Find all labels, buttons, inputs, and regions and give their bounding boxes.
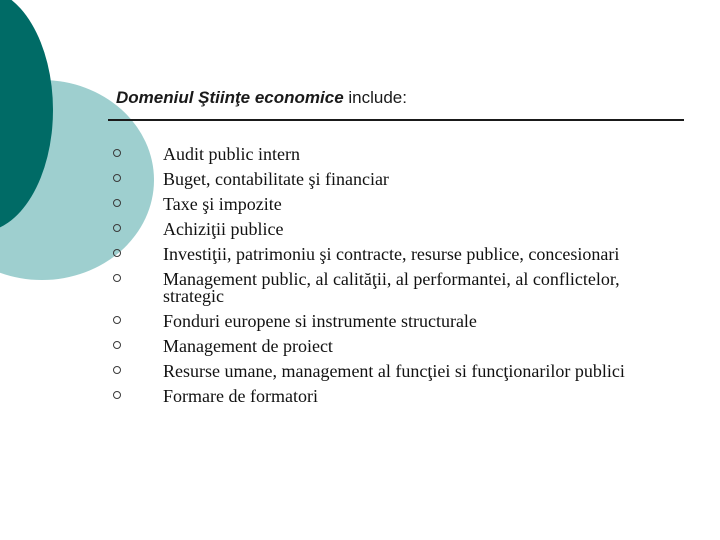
- bullet-icon: [113, 316, 121, 324]
- list-item-text: Achiziţii publice: [163, 219, 284, 239]
- title-underline: [108, 119, 684, 121]
- list-item-text: Resurse umane, management al funcţiei si funcţionarilor publici: [163, 360, 625, 381]
- list-item: [113, 146, 683, 163]
- list-item-text: Investiţii, patrimoniu şi contracte, resurse publice, concesionari: [163, 244, 620, 264]
- list-item: [113, 385, 683, 406]
- list-item-text: Taxe şi impozite: [163, 194, 282, 214]
- list-item: [113, 221, 683, 238]
- list-item-text: Buget, contabilitate şi financiar: [163, 169, 389, 189]
- bullet-icon: [113, 274, 121, 282]
- list-item-text: Audit public intern: [163, 144, 300, 164]
- bullet-icon: [113, 174, 121, 182]
- list-item: [113, 246, 683, 263]
- bullet-icon: [113, 341, 121, 349]
- list-item: [113, 310, 683, 331]
- bullet-list: [113, 146, 683, 413]
- list-item: [113, 271, 683, 304]
- list-item: [113, 335, 683, 356]
- list-item-text: Formare de formatori: [163, 385, 318, 406]
- bullet-icon: [113, 199, 121, 207]
- title-emphasis: Domeniul Ştiinţe economice: [116, 88, 344, 107]
- slide-title: [116, 88, 407, 108]
- title-rest: include:: [348, 88, 407, 107]
- list-item-text: Management de proiect: [163, 335, 333, 356]
- bullet-icon: [113, 391, 121, 399]
- list-item-text: Management public, al calităţii, al performantei, al conflictelor, strategic: [163, 269, 620, 306]
- list-item: [113, 360, 683, 381]
- list-item-text: Fonduri europene si instrumente structurale: [163, 310, 477, 331]
- list-item: [113, 196, 683, 213]
- list-item: [113, 171, 683, 188]
- bullet-icon: [113, 249, 121, 257]
- bullet-icon: [113, 224, 121, 232]
- bullet-icon: [113, 366, 121, 374]
- bullet-icon: [113, 149, 121, 157]
